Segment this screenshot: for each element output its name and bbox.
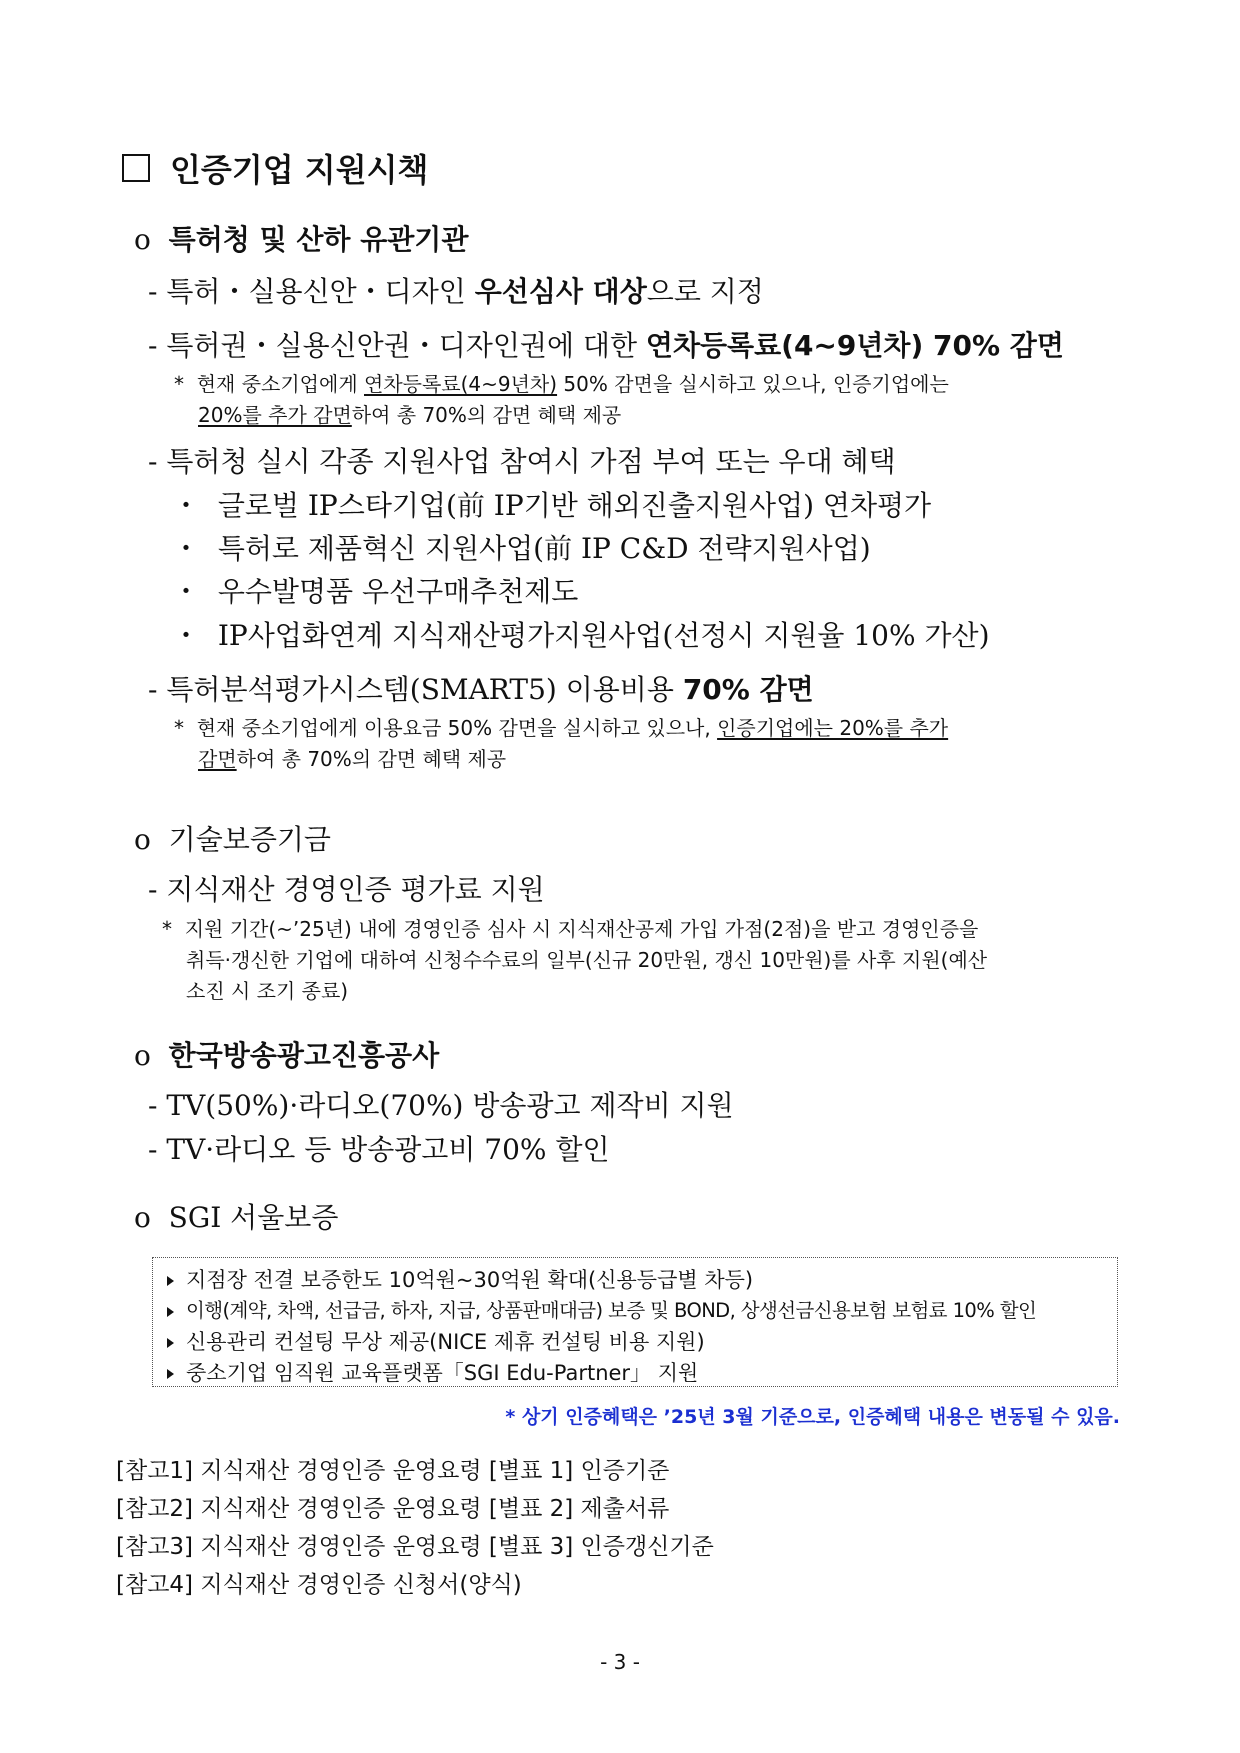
reference-item: [참고1] 지식재산 경영인증 운영요령 [별표 1] 인증기준 [116,1458,670,1484]
page-number: - 3 - [600,1650,640,1674]
sgi-benefit-row: 중소기업 임직원 교육플랫폼「SGI Edu-Partner」 지원 [167,1357,698,1387]
reference-item: [참고4] 지식재산 경영인증 신청서(양식) [116,1572,522,1598]
kipo-item-annual-fee: - 특허권・실용신안권・디자인권에 대한 연차등록료(4∼9년차) 70% 감면 [148,329,1064,362]
triangle-bullet-icon [167,1369,174,1379]
kobaco-item: - TV(50%)·라디오(70%) 방송광고 제작비 지원 [148,1089,734,1122]
kibo-note-line: 취득·갱신한 기업에 대하여 신청수수료의 일부(신규 20만원, 갱신 10만원)를 사후 지원(예산 [186,948,988,972]
kipo-item-priority-exam: - 특허・실용신안・디자인 우선심사 대상으로 지정 [148,275,764,308]
kibo-note-line: 소진 시 조기 종료) [186,979,349,1003]
kipo-note-annual-fee-cont: 20%를 추가 감면하여 총 70%의 감면 혜택 제공 [198,403,622,427]
triangle-bullet-icon [167,1307,174,1317]
kipo-item-smart5: - 특허분석평가시스템(SMART5) 이용비용 70% 감면 [148,673,814,706]
kipo-item-bonus-points: - 특허청 실시 각종 지원사업 참여시 가점 부여 또는 우대 혜택 [148,445,896,478]
section-heading-kipo: o 특허청 및 산하 유관기관 [134,223,469,256]
kipo-note-annual-fee: * 현재 중소기업에게 연차등록료(4~9년차) 50% 감면을 실시하고 있으나, 인증기업에는 [174,372,949,396]
triangle-bullet-icon [167,1276,174,1286]
section-heading-sgi: o SGI 서울보증 [134,1201,339,1234]
kibo-item-fee-support: - 지식재산 경영인증 평가료 지원 [148,873,545,906]
kipo-note-smart5: * 현재 중소기업에게 이용요금 50% 감면을 실시하고 있으나, 인증기업에는 20%를 추가 [174,716,949,740]
sgi-benefit-row: 신용관리 컨설팅 무상 제공(NICE 제휴 컨설팅 비용 지원) [167,1326,705,1356]
checkbox-square-icon [122,154,150,182]
reference-item: [참고3] 지식재산 경영인증 운영요령 [별표 3] 인증갱신기준 [116,1534,714,1560]
sgi-benefit-row: 지점장 전결 보증한도 10억원~30억원 확대(신용등급별 차등) [167,1264,753,1294]
kobaco-item: - TV·라디오 등 방송광고비 70% 할인 [148,1133,610,1166]
page-title: 인증기업 지원시책 [122,145,428,191]
section-heading-kobaco: o 한국방송광고진흥공사 [134,1039,440,1072]
sgi-benefit-row: 이행(계약, 차액, 선급금, 하자, 지급, 상품판매대금) 보증 및 BOND, 상생선금신용보험 보험료 10% 할인 [167,1295,1036,1323]
reference-item: [참고2] 지식재산 경영인증 운영요령 [별표 2] 제출서류 [116,1496,670,1522]
kibo-note-line: * 지원 기간(~’25년) 내에 경영인증 심사 시 지식재산공제 가입 가점(2점)을 받고 경영인증을 [162,917,979,941]
kipo-bullet: ・ 특허로 제품혁신 지원사업(前 IP C&D 전략지원사업) [172,532,871,565]
sgi-benefits-box [152,1257,1118,1387]
kipo-bullet: ・ 글로벌 IP스타기업(前 IP기반 해외진출지원사업) 연차평가 [172,489,932,522]
disclaimer-note: * 상기 인증혜택은 ’25년 3월 기준으로, 인증혜택 내용은 변동될 수 있음. [505,1406,1120,1428]
kipo-bullet: ・ IP사업화연계 지식재산평가지원사업(선정시 지원율 10% 가산) [172,619,990,652]
triangle-bullet-icon [167,1338,174,1348]
section-heading-kibo: o 기술보증기금 [134,823,331,856]
kipo-note-smart5-cont: 감면하여 총 70%의 감면 혜택 제공 [198,747,507,771]
kipo-bullet: ・ 우수발명품 우선구매추천제도 [172,575,579,608]
